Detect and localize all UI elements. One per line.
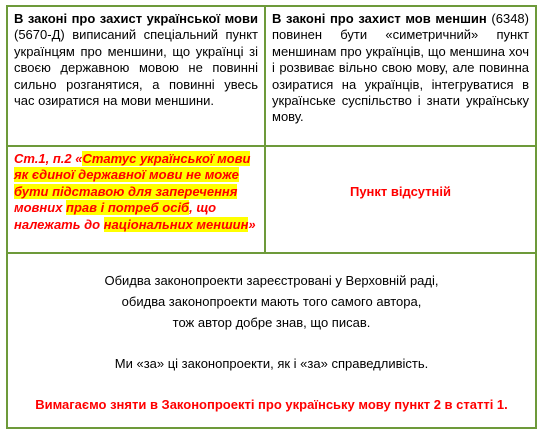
footer-line-1: Обидва законопроекти зареєстровані у Верховній раді, bbox=[104, 273, 439, 288]
left-header-title: В законі про захист української мови bbox=[14, 11, 258, 26]
comparison-table bbox=[6, 5, 537, 429]
left-clause-cell bbox=[8, 147, 266, 252]
clause-seg-5: , що належать до bbox=[14, 200, 217, 232]
footer-line-4: Ми «за» ці законопроекти, як і «за» справедливість. bbox=[114, 356, 429, 371]
right-header-body: повинен бути «симетричний» пункт меншинам про українців, що меншина хоч і розвиває вільно свою мову, але повинна озиратися на українців, інтегруватися в українське суспільство і знати українську мову. bbox=[272, 27, 529, 125]
right-header-title: В законі про захист мов меншин bbox=[272, 11, 487, 26]
clause-seg-6: національних меншин bbox=[103, 216, 249, 232]
demand-statement: Вимагаємо зняти в Законопроекті про українську мову пункт 2 в статті 1. bbox=[35, 397, 508, 412]
clause-seg-2: не може бути підставою для заперечення bbox=[14, 167, 239, 199]
footer-text bbox=[8, 254, 535, 415]
left-header-number: (5670-Д) bbox=[14, 27, 65, 43]
left-header-body: виписаний спеціальний пункт українцям про меншини, що українці зі своєю державною мовою не повинні сильно розганятися, а повинні увесь час озиратися на мови меншини. bbox=[14, 27, 258, 109]
clause-seg-3: мовних bbox=[14, 200, 67, 216]
right-header-cell bbox=[266, 7, 535, 145]
missing-clause-label: Пункт відсутній bbox=[349, 184, 452, 200]
clause-row bbox=[8, 147, 535, 254]
header-row bbox=[8, 7, 535, 147]
clause-seg-4: прав і потреб осіб bbox=[66, 200, 190, 216]
clause-reference: Ст.1, п.2 bbox=[14, 151, 72, 166]
left-header-cell bbox=[8, 7, 266, 145]
footer-line-3: тож автор добре знав, що писав. bbox=[172, 315, 371, 330]
footer-gap-2 bbox=[8, 374, 535, 394]
right-clause-cell bbox=[266, 147, 535, 252]
clause-seg-0: « bbox=[71, 151, 83, 166]
footer-line-2: обидва законопроекти мають того самого автора, bbox=[121, 294, 422, 309]
right-header-number: (6348) bbox=[491, 11, 529, 26]
footer-gap bbox=[8, 333, 535, 353]
clause-seg-1: Статус української мови як єдиної державної мови bbox=[14, 151, 251, 183]
clause-seg-7: » bbox=[248, 216, 256, 232]
